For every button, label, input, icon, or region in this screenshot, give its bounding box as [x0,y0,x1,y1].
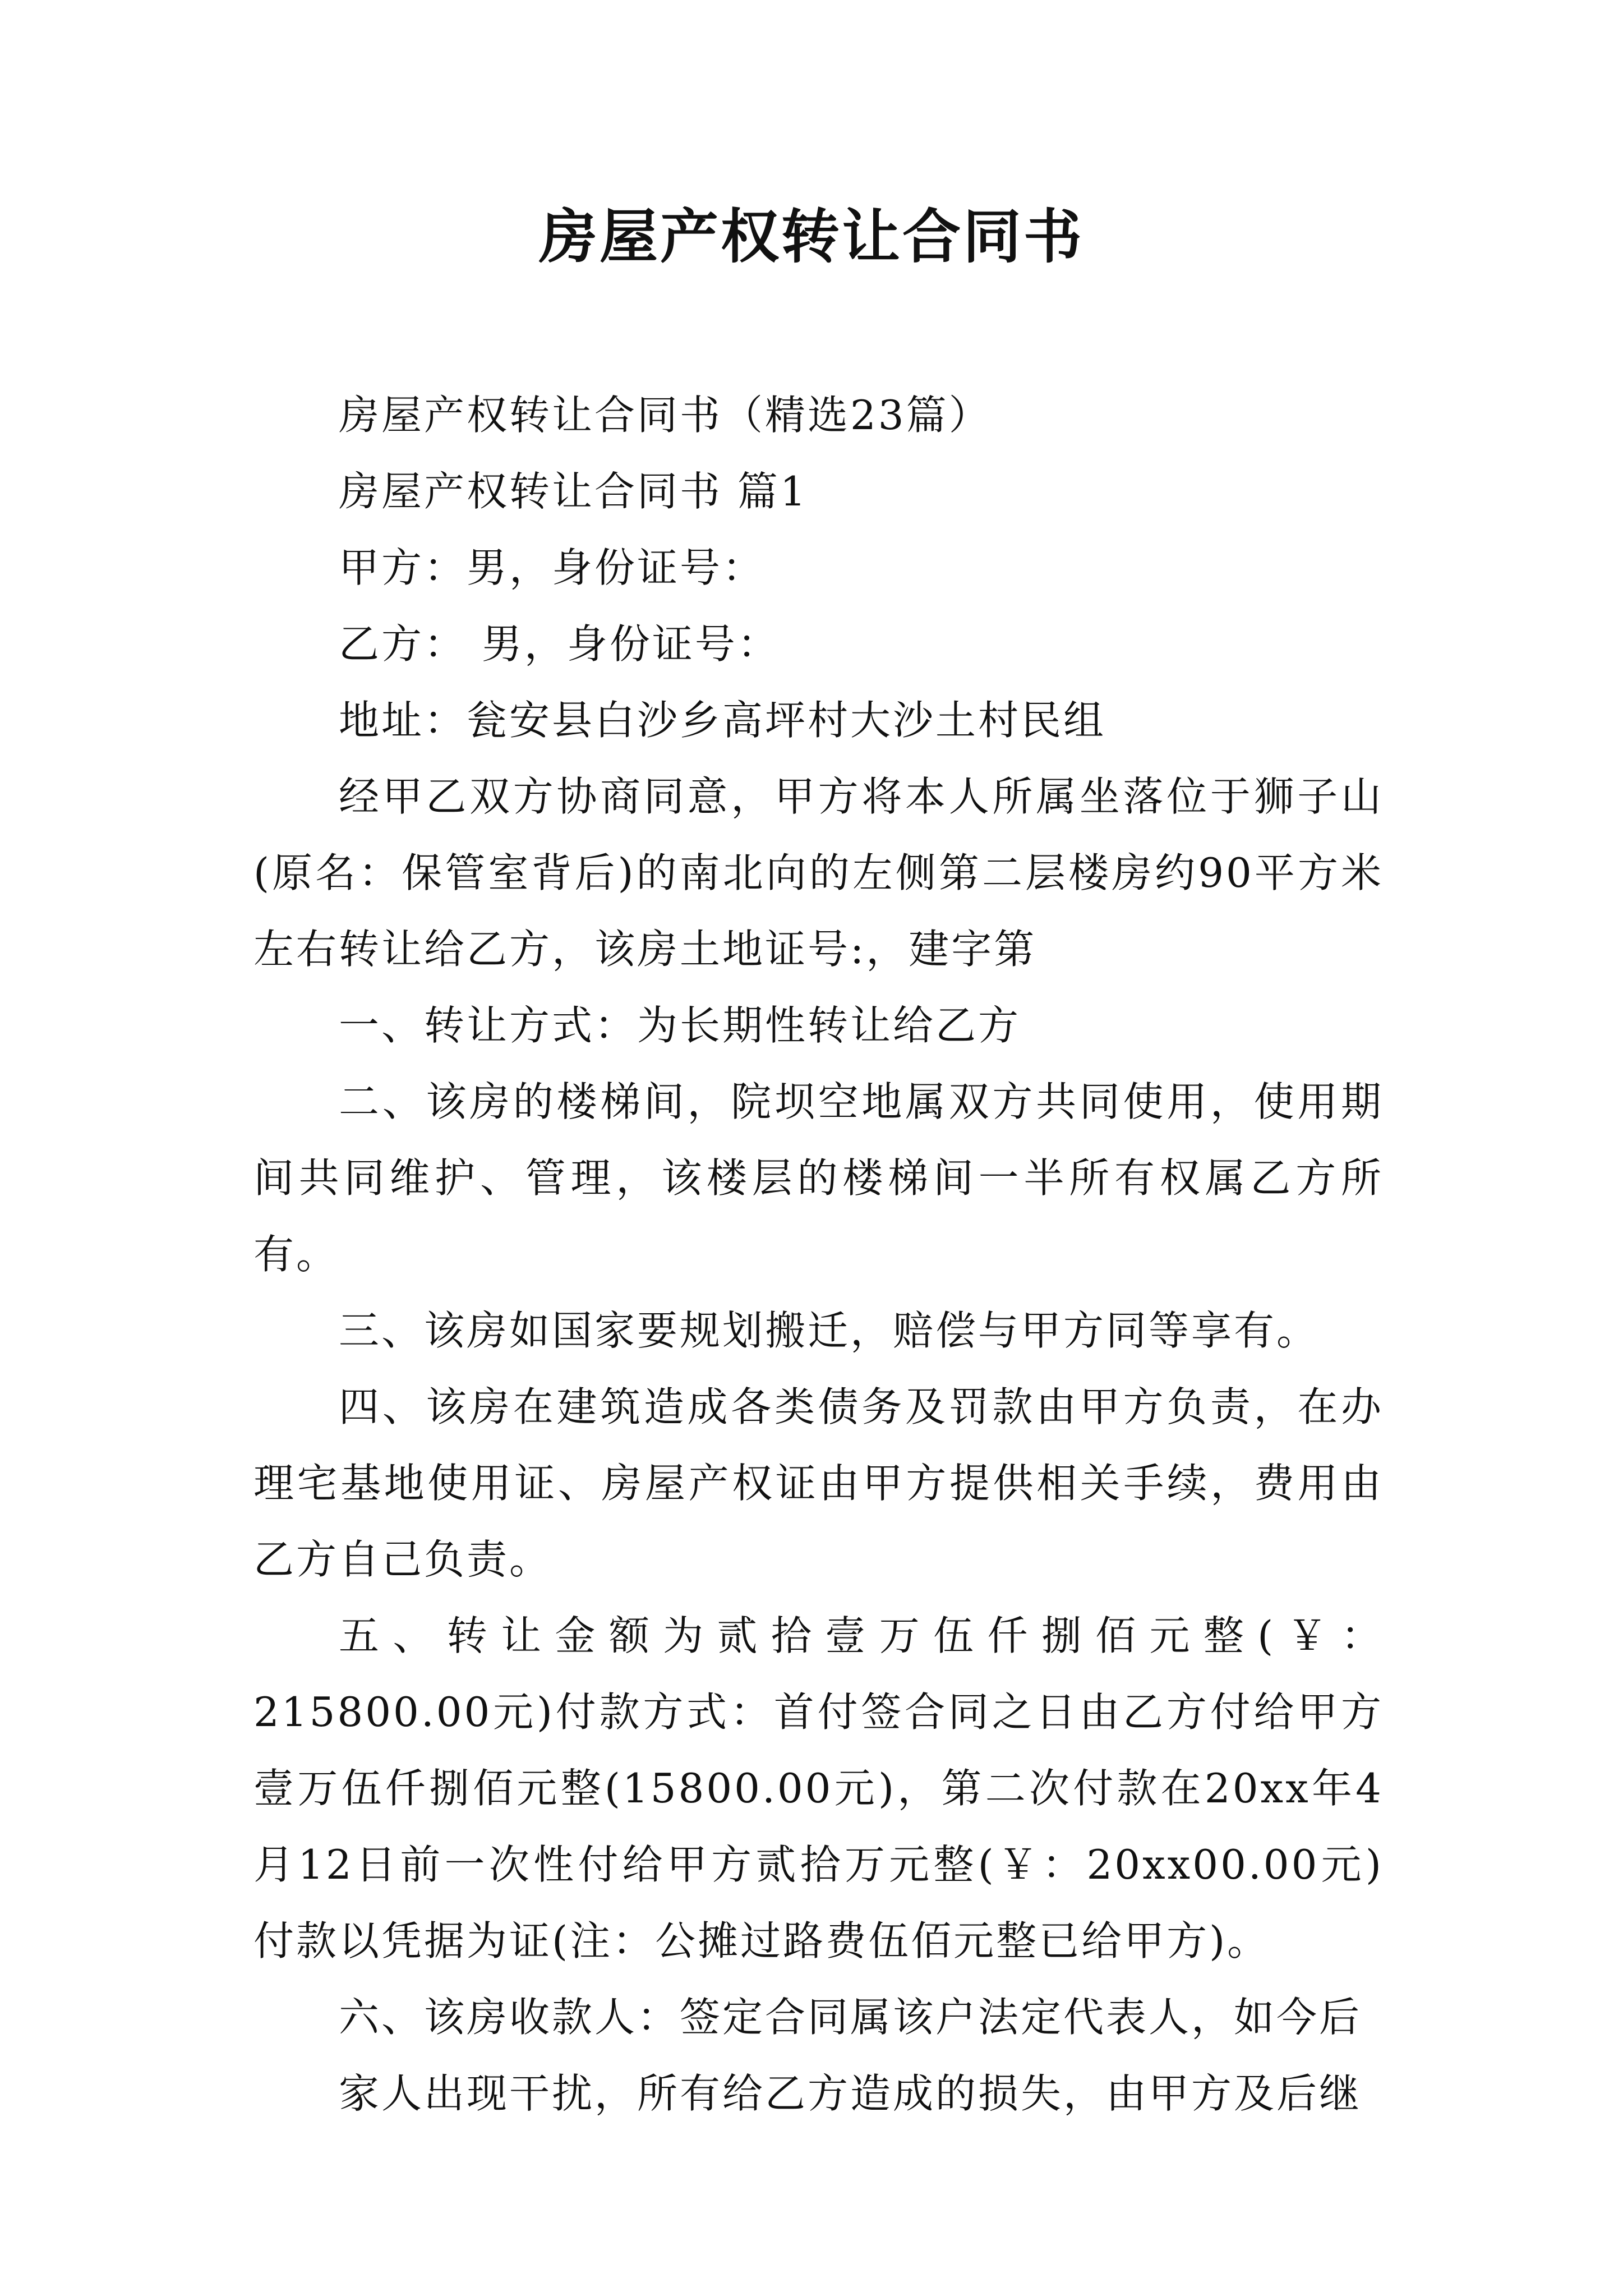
paragraph-clause-4: 四、该房在建筑造成各类债务及罚款由甲方负责，在办理宅基地使用证、房屋产权证由甲方提供相关手续，费用由乙方自己负责。 [253,1383,1384,1583]
paragraph-subtitle: 房屋产权转让合同书（精选23篇） [339,392,992,439]
paragraph-address: 地址：瓮安县白沙乡高坪村大沙土村民组 [339,697,1106,744]
paragraph-clause-2: 二、该房的楼梯间，院坝空地属双方共同使用，使用期间共同维护、管理，该楼层的楼梯间一半所有权属乙方所有。 [253,1078,1384,1278]
paragraph-clause-5: 五、转让金额为贰拾壹万伍仟捌佰元整(￥：215800.00元)付款方式：首付签合同之日由乙方付给甲方壹万伍仟捌佰元整(15800.00元)，第二次付款在20xx年4月12日前一次性付给甲方贰拾万元整(￥：20xx00.00元)付款以凭据为证(注：公摊过路费伍佰元整已给甲方)。 [253,1612,1384,1964]
paragraph-party-a: 甲方：男，身份证号： [339,544,766,591]
paragraph-clause-3: 三、该房如国家要规划搬迁，赔偿与甲方同等享有。 [339,1307,1320,1354]
paragraph-party-b: 乙方： 男，身份证号： [339,620,780,668]
paragraph-clause-1: 一、转让方式：为长期性转让给乙方 [339,1002,1021,1049]
paragraph-clause-6-continued: 家人出现干扰，所有给乙方造成的损失，由甲方及后继 [339,2070,1362,2117]
document-body [253,377,1384,2132]
paragraph-section-heading: 房屋产权转让合同书 篇1 [339,468,808,515]
paragraph-agreement: 经甲乙双方协商同意，甲方将本人所属坐落位于狮子山(原名：保管室背后)的南北向的左侧第二层楼房约90平方米左右转让给乙方，该房土地证号:，建字第 [253,773,1384,973]
document-title: 房屋产权转让合同书 [538,202,1084,271]
paragraph-clause-6: 六、该房收款人：签定合同属该户法定代表人，如今后 [339,1994,1362,2041]
